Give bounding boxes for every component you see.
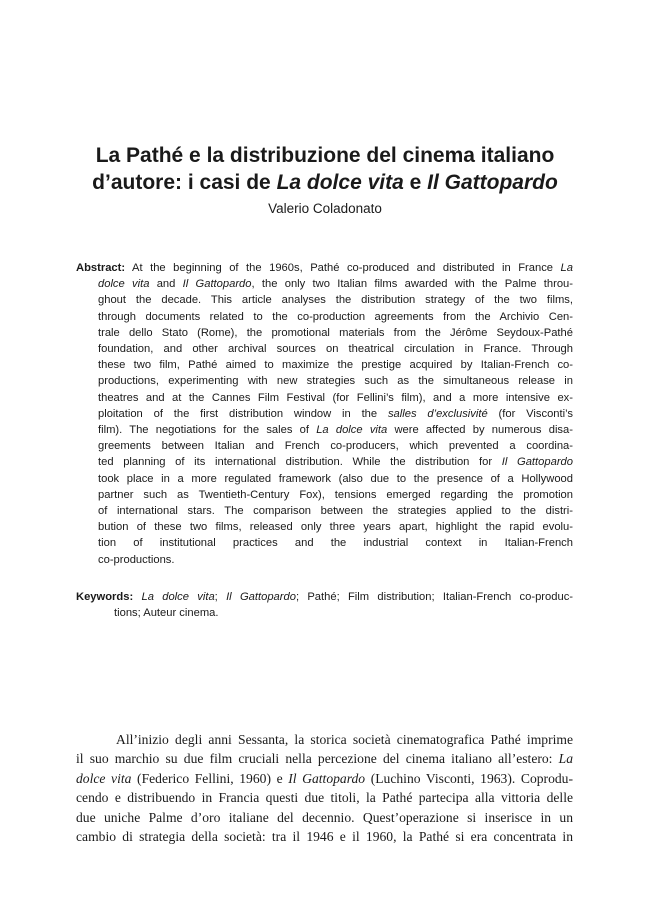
abstract-line — [76, 276, 573, 292]
body-paragraph — [76, 730, 573, 846]
body-line — [76, 749, 573, 768]
body-line — [76, 769, 573, 788]
body-text: (Federico Fellini, 1960) e — [131, 770, 289, 786]
abstract-film-title: Il Gattopardo — [501, 456, 573, 469]
abstract-label: Abstract: — [76, 262, 126, 274]
abstract-text: ted planning of its international distribution. While the distribution for — [98, 456, 502, 469]
body-line: cambio di strategia della società: tra il 1946 e il 1960, la Pathé si era concentrata in — [76, 829, 573, 845]
abstract-line — [76, 260, 573, 276]
abstract-line: of international stars. The comparison between the strategies applied to the distri- — [98, 505, 573, 518]
keywords-line — [76, 589, 573, 605]
abstract-line — [76, 422, 573, 438]
abstract-text: At the beginning of the 1960s, Pathé co-produced and distributed in France — [125, 262, 561, 274]
abstract-text: , the only two Italian films awarded with the Palme throu- — [251, 278, 573, 291]
abstract-line — [76, 454, 573, 470]
abstract-film-title: La — [560, 262, 573, 274]
abstract-text: were affected by numerous disa- — [387, 424, 573, 437]
keyword-film-title: Il Gattopardo — [226, 591, 296, 603]
abstract-line: theatres and at the Cannes Film Festival (for Fellini’s film), and a more intensive ex- — [98, 391, 573, 404]
body-film-title: Il Gattopardo — [288, 770, 366, 786]
abstract-line: greements between Italian and French co-producers, which prevented a coordina- — [98, 440, 573, 453]
keyword-film-title: La dolce vita — [141, 591, 215, 603]
article-title — [60, 142, 590, 196]
title-line-1: La Pathé e la distribuzione del cinema italiano — [95, 144, 555, 167]
abstract-line: trale dello Stato (Rome), the promotional materials from the Jérôme Seydoux-Pathé — [98, 326, 573, 339]
abstract-film-title: La dolce vita — [316, 424, 388, 437]
body-text: il suo marchio su due film cruciali nella percezione del cinema italiano all’estero: — [76, 751, 559, 767]
keywords — [76, 589, 573, 621]
body-line: All’inizio degli anni Sessanta, la storica società cinematografica Pathé imprime — [116, 732, 573, 747]
body-line: cendo e distribuendo in Francia questi due titoli, la Pathé partecipa alla vittoria delle — [76, 790, 573, 806]
abstract — [76, 260, 573, 568]
abstract-film-title: Il Gattopardo — [182, 278, 252, 291]
abstract-text: and — [149, 278, 183, 291]
abstract-line: ghout the decade. This article analyses the distribution strategy of the two films, — [98, 294, 573, 307]
author-name: Valerio Coladonato — [268, 201, 382, 216]
abstract-film-title: dolce vita — [98, 278, 150, 291]
keywords-line: tions; Auteur cinema. — [114, 607, 219, 620]
abstract-line: foundation, and other archival sources on theatrical circulation in France. Through — [98, 343, 573, 356]
abstract-line: through documents related to the co-production agreements from the Archivio Cen- — [98, 310, 573, 323]
abstract-line: productions, experimenting with new strategies such as the simultaneous release in — [98, 375, 573, 388]
body-text: (Luchino Visconti, 1963). Coprodu- — [365, 770, 573, 786]
body-line: due uniche Palme d’oro italiane del decennio. Quest’operazione si inserisce in un — [76, 809, 573, 825]
abstract-line: took place in a more regulated framework (also due to the presence of a Hollywood — [98, 472, 573, 485]
keywords-label: Keywords: — [76, 591, 134, 603]
abstract-line: bution of these two films, released only three years apart, highlight the rapid evolu- — [98, 521, 573, 534]
body-film-title: dolce vita — [76, 770, 132, 786]
abstract-line: these two film, Pathé aimed to maximize the prestige acquired by Italian-French co- — [98, 359, 573, 372]
title-line-2 — [60, 169, 590, 196]
title-film-il-gattopardo: Il Gattopardo — [427, 171, 558, 194]
abstract-line: co-productions. — [98, 553, 175, 566]
abstract-line — [76, 406, 573, 422]
abstract-line: tion of institutional practices and the industrial context in Italian-French — [98, 537, 573, 550]
abstract-text: film). The negotiations for the sales of — [98, 424, 317, 437]
body-film-title: La — [558, 751, 573, 767]
abstract-text: (for Visconti’s — [487, 407, 573, 420]
abstract-text: ploitation of the first distribution window in the — [98, 407, 388, 420]
keywords-separator: ; — [214, 591, 227, 603]
keywords-text: ; Pathé; Film distribution; Italian-French co-produc- — [295, 591, 574, 603]
abstract-italic-term: salles d’exclusivité — [387, 407, 488, 420]
title-conjunction: e — [403, 171, 428, 194]
title-film-la-dolce-vita: La dolce vita — [276, 171, 404, 194]
abstract-line: partner such as Twentieth-Century Fox), tensions emerged regarding the promotion — [98, 488, 573, 501]
title-line-2-text: d’autore: i casi de — [92, 171, 277, 194]
